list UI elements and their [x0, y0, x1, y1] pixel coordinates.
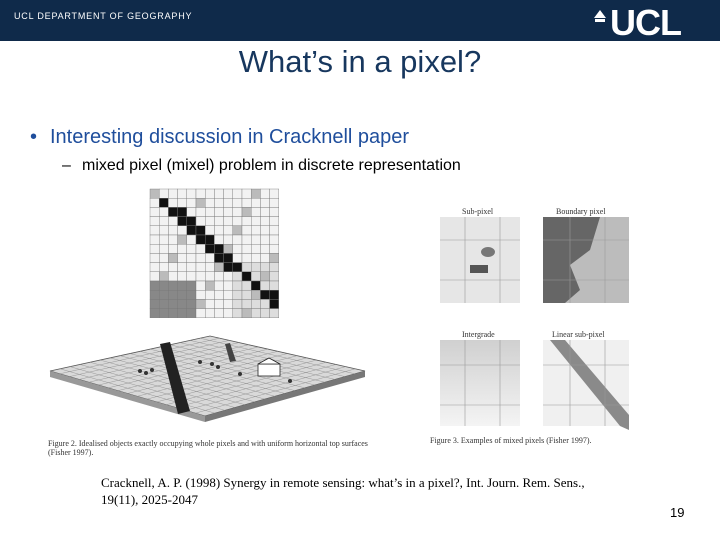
bullet-level2: [62, 157, 461, 175]
panel-label-linear-sub-pixel: Linear sub-pixel: [552, 330, 605, 339]
bullet-level1: [30, 126, 409, 149]
right-figure-caption: [430, 436, 660, 445]
ucl-logo: [594, 2, 706, 43]
citation-reference: Cracknell, A. P. (1998) Synergy in remote sensing: what’s in a pixel?, Int. Journ. Rem. Sens., 19(11), 2025-2047: [101, 475, 585, 507]
bullet-level1-text: Interesting discussion in Cracknell paper: [50, 126, 410, 148]
panel-intergrade: [440, 340, 520, 426]
bullet-marker: •: [30, 126, 38, 148]
panel-label-boundary-pixel: Boundary pixel: [556, 207, 606, 216]
panel-boundary-pixel: [543, 217, 629, 303]
panel-label-intergrade: Intergrade: [462, 330, 495, 339]
slide-title: What’s in a pixel?: [238, 44, 482, 79]
figure-idealised-objects-image: [40, 186, 400, 456]
page-number: 19: [670, 505, 685, 520]
right-caption-text: Examples of mixed pixels (Fisher 1997).: [460, 436, 592, 445]
pixel-grid: [150, 189, 279, 318]
department-name: UCL DEPARTMENT OF GEOGRAPHY: [14, 11, 193, 21]
bullet-level2-text: mixed pixel (mixel) problem in discrete representation: [82, 157, 461, 174]
left-caption-label: Figure 2.: [48, 439, 77, 448]
panel-sub-pixel: [440, 217, 520, 303]
left-figure-caption: [48, 439, 388, 457]
left-caption-text: Idealised objects exactly occupying whole pixels and with uniform horizontal top surfaces (Fisher 1997).: [48, 439, 368, 457]
panel-linear-sub-pixel: [543, 340, 629, 430]
logo-text: UCL: [610, 2, 681, 43]
figure-mixed-pixels-image: [420, 190, 650, 440]
panel-label-sub-pixel: Sub-pixel: [462, 207, 494, 216]
figure-idealised-objects: [40, 186, 400, 456]
portico-dome-icon: [594, 10, 606, 18]
isometric-landscape: [50, 336, 365, 422]
portico-base-icon: [595, 19, 605, 22]
right-caption-label: Figure 3.: [430, 436, 459, 445]
sub-bullet-marker: –: [62, 157, 71, 174]
header-bar: [0, 0, 720, 41]
figure-mixed-pixels: [420, 190, 650, 450]
